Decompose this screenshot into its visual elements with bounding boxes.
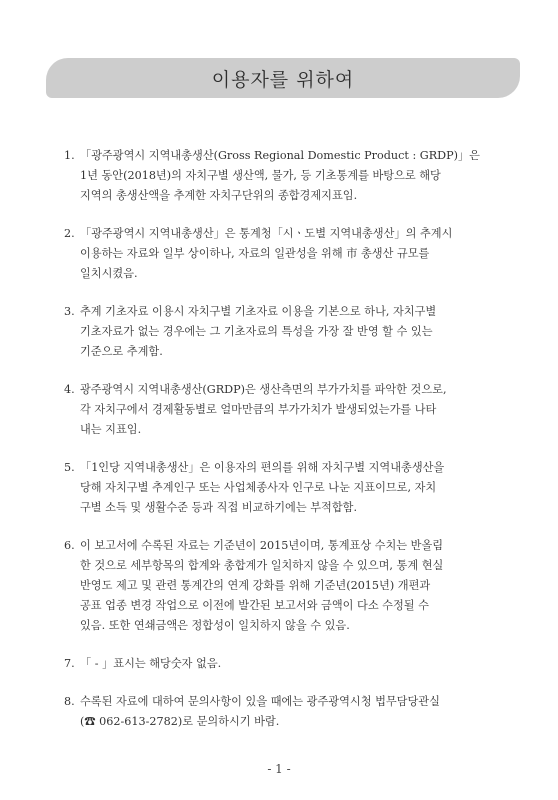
note-text [80,380,508,440]
note-number: 1. [64,149,75,162]
note-line: 「1인당 지역내총생산」은 이용자의 편의를 위해 자치구별 지역내총생산을 [80,461,445,474]
note-item-1 [64,146,508,206]
note-text [80,654,508,674]
note-item-4 [64,380,508,440]
note-number: 3. [64,305,75,318]
note-item-2 [64,224,508,284]
note-text [80,302,508,362]
note-text [80,536,508,636]
note-number: 8. [64,695,75,708]
page-number: - 1 - [267,762,291,776]
note-text [80,458,508,518]
note-number: 7. [64,657,75,670]
note-line: 「광주광역시 지역내총생산」은 통계청「시ㆍ도별 지역내총생산」의 추계시 [80,227,453,240]
note-line: 지역의 총생산액을 추계한 자치구단위의 종합경제지표임. [80,189,358,202]
note-item-3 [64,302,508,362]
note-number: 2. [64,227,75,240]
note-line: 공표 업종 변경 작업으로 이전에 발간된 보고서와 금액이 다소 수정될 수 [80,599,429,612]
note-line: 기준으로 추계함. [80,345,163,358]
note-item-8 [64,692,508,732]
note-line: 반영도 제고 및 관련 통계간의 연계 강화를 위해 기준년(2015년) 개편과 [80,579,431,592]
note-text [80,692,508,732]
note-text [80,146,508,206]
note-line: 각 자치구에서 경제활동별로 얼마만큼의 부가가치가 발생되었는가를 나타 [80,403,437,416]
note-line: 이용하는 자료와 일부 상이하나, 자료의 일관성을 위해 市 총생산 규모를 [80,247,430,260]
note-item-7 [64,654,508,674]
note-line: 1년 동안(2018년)의 자치구별 생산액, 물가, 등 기초통계를 바탕으로 해당 [80,169,441,182]
note-text [80,224,508,284]
note-line: 「광주광역시 지역내총생산(Gross Regional Domestic Product : GRDP)」은 [80,149,480,162]
note-line: 한 것으로 세부항목의 합계와 총합계가 일치하지 않을 수 있으며, 통계 현실 [80,559,444,572]
note-line: 있음. 또한 연쇄금액은 정합성이 일치하지 않을 수 있음. [80,619,350,632]
note-item-6 [64,536,508,636]
notes-list [64,146,508,750]
note-number: 4. [64,383,75,396]
note-line: (☎ 062-613-2782)로 문의하시기 바람. [80,715,280,728]
note-line: 일치시켰음. [80,267,138,280]
note-line: 구별 소득 및 생활수준 등과 직접 비교하기에는 부적합함. [80,501,358,514]
header-banner [46,58,520,98]
note-number: 6. [64,539,75,552]
note-line: 추계 기초자료 이용시 자치구별 기초자료 이용을 기본으로 하나, 자치구별 [80,305,437,318]
note-line: 내는 지표임. [80,423,142,436]
note-line: 수록된 자료에 대하여 문의사항이 있을 때에는 광주광역시청 법무담당관실 [80,695,440,708]
page-title: 이용자를 위하여 [211,68,355,91]
note-line: 「 - 」표시는 해당숫자 없음. [80,657,222,670]
note-line: 기초자료가 없는 경우에는 그 기초자료의 특성을 가장 잘 반영 할 수 있는 [80,325,433,338]
note-line: 이 보고서에 수록된 자료는 기준년이 2015년이며, 통계표상 수치는 반올림 [80,539,444,552]
note-item-5 [64,458,508,518]
note-line: 당해 자치구별 추계인구 또는 사업체종사자 인구로 나눈 지표이므로, 자치 [80,481,437,494]
note-line: 광주광역시 지역내총생산(GRDP)은 생산측면의 부가가치를 파악한 것으로, [80,383,447,396]
note-number: 5. [64,461,75,474]
